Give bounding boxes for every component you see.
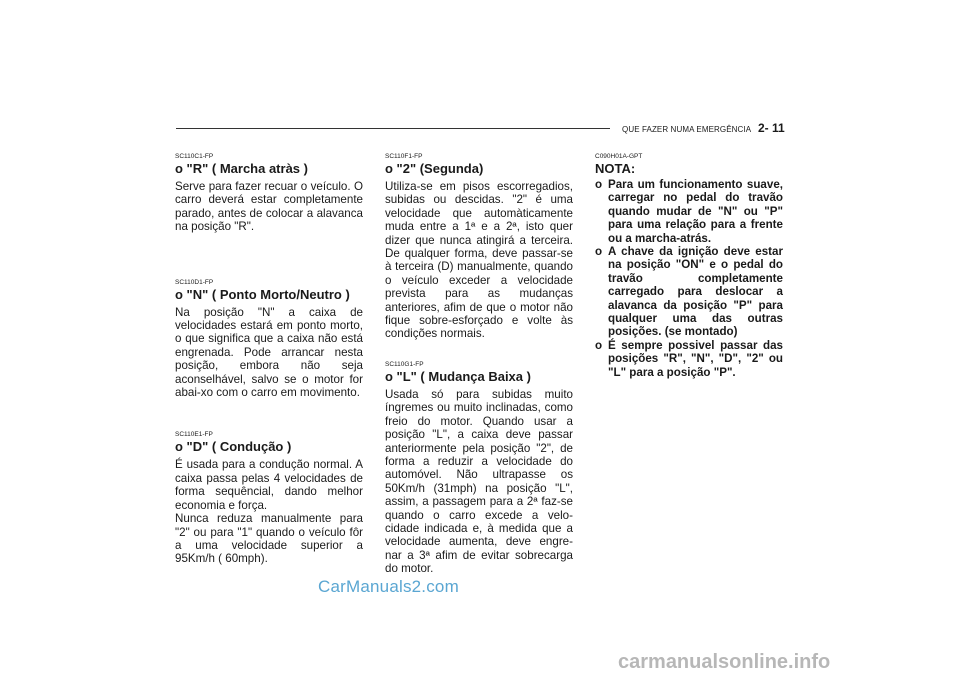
paragraph: Nunca reduza manualmente para "2" ou para "1" quando o veículo fôr a uma velocidade superior a 95Km/h ( 60mph). [175, 512, 363, 566]
paragraph: Utiliza-se em pisos escorregadios, subidas ou descidas. "2" é uma velocidade que automàticamente muda entre a 1ª e a 2ª, isto quer dizer que nunca atingirá a terceira. De qualquer forma, deve passar-se à terceira (D) manualmente, quando o veículo exceder a velocidade prevista para as mudanças anteriores, afim de que o motor não fique sobre-esforçado e volte às condições normais. [385, 180, 573, 341]
section-reverse [175, 153, 363, 234]
section-title: QUE FAZER NUMA EMERGÊNCIA [622, 125, 752, 134]
section-code: SC110E1-FP [175, 431, 213, 439]
column-2 [385, 153, 573, 576]
note-text: É sempre possivel passar das posições "R", "N", "D", "2" ou "L" para a posição "P". [608, 338, 783, 379]
column-1 [175, 153, 363, 566]
paragraph: É usada para a condução normal. A caixa passa pelas 4 velocidades de forma sequêncial, dando melhor economia e força. [175, 458, 363, 512]
note-code: C090H01A-GPT [595, 153, 643, 160]
section-body [385, 180, 573, 341]
note-list [595, 178, 783, 379]
note-title: NOTA: [595, 161, 636, 176]
section-code: SC110D1-FP [175, 278, 214, 286]
paragraph: Na posição "N" a caixa de velocidades estará em ponto morto, o que significa que a caixa não está engrenada. Pode arrancar nesta posição, embora não seja aconselhável, salvo se o motor for abai-xo com o carro em movimento. [175, 305, 363, 400]
section-title-reverse: o "R" ( Marcha atràs ) [175, 161, 308, 176]
section-drive [175, 431, 363, 565]
bullet: o [595, 245, 603, 259]
list-item [595, 178, 783, 245]
section-second [385, 153, 573, 341]
section-title-low: o "L" ( Mudança Baixa ) [385, 368, 531, 384]
paragraph: Serve para fazer recuar o veículo. O carro deverá estar completamente parado, antes de colocar a alavanca na posição "R". [175, 180, 363, 234]
section-body [175, 306, 363, 400]
list-item [595, 245, 783, 339]
note-text: Para um funcionamento suave, carregar no pedal do travão quando mudar de "N" ou "P" para uma relação para a frente ou a marcha-atrás. [608, 178, 783, 245]
list-item [595, 339, 783, 379]
section-code: SC110F1-FP [385, 153, 423, 160]
section-body [175, 458, 363, 565]
section-title-second: o "2" (Segunda) [385, 161, 484, 176]
section-code: SC110G1-FP [385, 360, 424, 368]
bullet: o [595, 178, 603, 191]
bullet: o [595, 338, 603, 352]
column-3 [595, 153, 783, 379]
paragraph: Usada só para subidas muito íngremes ou muito inclinadas, como freio do motor. Quando usar a posição "L", a caixa deve passar anteriormente pela posição "2", de forma a reduzir a velocidade do automóvel. Não ultrapasse os 50Km/h (31mph) na posição "L", assim, a passagem para a 2ª faz-se quando o carro excede a velo-cidade indicada e, à medida que a velocidade aumenta, deve engre-nar a 3ª afim de evitar sobrecarga do motor. [385, 387, 573, 576]
section-body [385, 388, 573, 576]
watermark-carmanualsonline[interactable]: carmanualsonline.info [618, 651, 831, 673]
section-title-drive: o "D" ( Condução ) [175, 439, 292, 455]
watermark-carmanuals2[interactable]: CarManuals2.com [318, 577, 459, 596]
page-number: 2- 11 [758, 121, 785, 135]
section-neutral [175, 279, 363, 400]
section-low [385, 361, 573, 576]
header-rule [176, 128, 610, 129]
section-body [175, 180, 363, 234]
section-title-neutral: o "N" ( Ponto Morto/Neutro ) [175, 286, 350, 302]
note-text: A chave da ignição deve estar na posição "ON" e o pedal do travão completamente carregado para deslocar a alavanca da posição "P" para qualquer uma das outras posições. (se montado) [608, 245, 783, 339]
section-code: SC110C1-FP [175, 153, 214, 160]
